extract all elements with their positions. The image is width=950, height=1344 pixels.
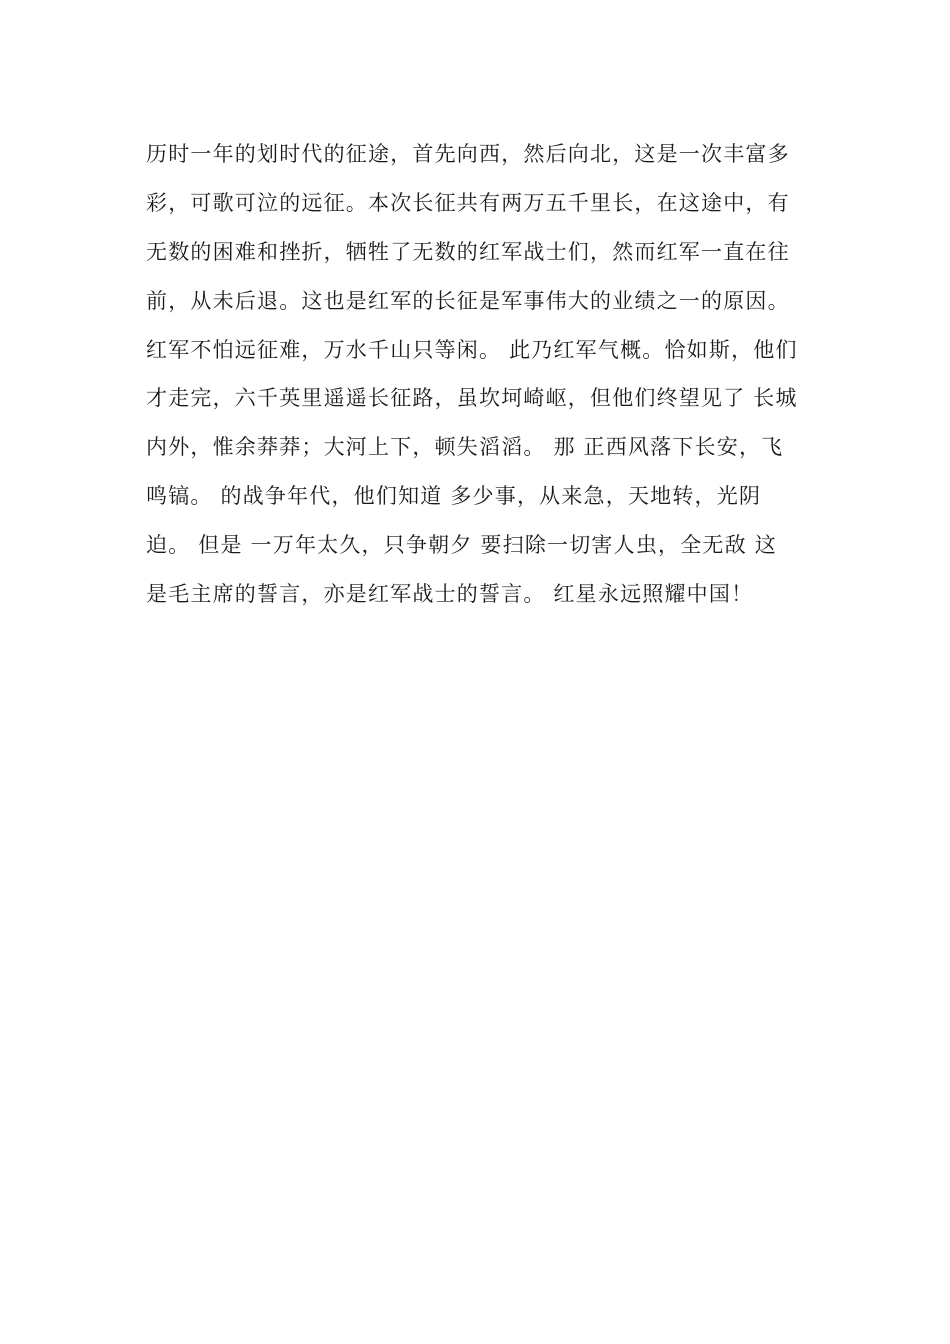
text-line-4: 前，从未后退。这也是红军的长征是军事伟大的业绩之一的原因。 — [146, 288, 790, 313]
text-line-7: 内外，惟余莽莽；大河上下，顿失滔滔。 那 正西风落下长安，飞 — [146, 435, 784, 460]
text-line-10: 是毛主席的誓言，亦是红军战士的誓言。 红星永远照耀中国！ — [146, 582, 754, 607]
body-paragraph — [146, 130, 826, 619]
text-line-8: 鸣镐。 的战争年代，他们知道 多少事，从来急，天地转，光阴 — [146, 484, 762, 509]
text-line-5: 红军不怕远征难，万水千山只等闲。 此乃红军气概。恰如斯，他们 — [146, 337, 798, 362]
text-line-3: 无数的困难和挫折，牺牲了无数的红军战士们，然而红军一直在往 — [146, 239, 790, 264]
text-line-9: 迫。 但是 一万年太久，只争朝夕 要扫除一切害人虫，全无敌 这 — [146, 533, 777, 558]
text-line-2: 彩，可歌可泣的远征。本次长征共有两万五千里长，在这途中，有 — [146, 190, 790, 215]
text-line-1: 历时一年的划时代的征途，首先向西，然后向北，这是一次丰富多 — [146, 142, 790, 166]
text-line-6: 才走完，六千英里遥遥长征路，虽坎坷崎岖，但他们终望见了 长城 — [146, 386, 798, 411]
